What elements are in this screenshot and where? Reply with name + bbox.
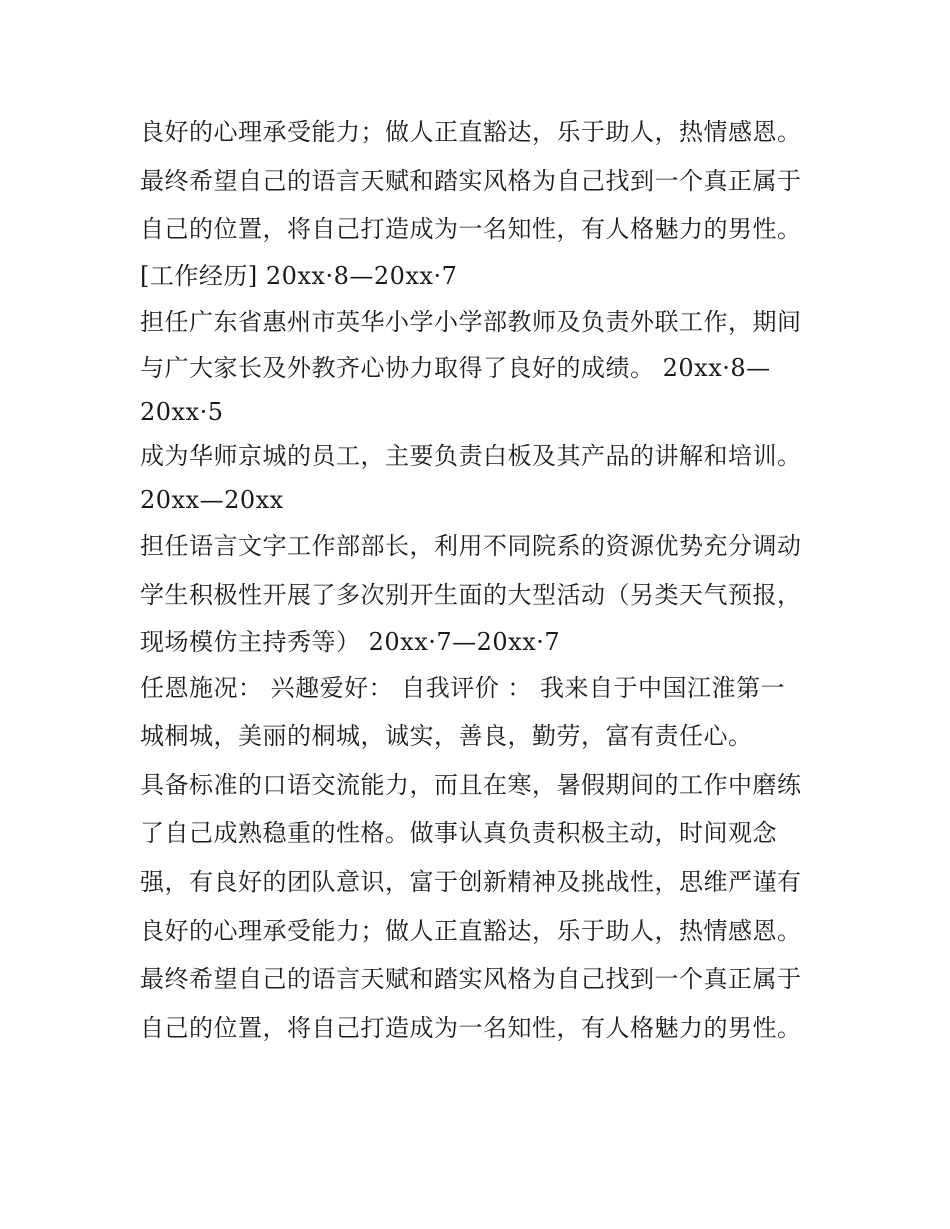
text-line: 自己的位置，将自己打造成为一名知性，有人格魅力的男性。	[140, 1013, 802, 1042]
text-line: 最终希望自己的语言天赋和踏实风格为自己找到一个真正属于	[140, 166, 802, 195]
text-line: 成为华师京城的员工，主要负责白板及其产品的讲解和培训。	[140, 442, 802, 471]
text-line: 自己的位置，将自己打造成为一名知性，有人格魅力的男性。	[140, 215, 802, 244]
text-line: 良好的心理承受能力；做人正直豁达，乐于助人，热情感恩。	[140, 916, 802, 945]
text-line: 了自己成熟稳重的性格。做事认真负责积极主动，时间观念	[140, 819, 777, 848]
text-line: 学生积极性开展了多次别开生面的大型活动（另类天气预报，	[140, 580, 802, 609]
text-line: 担任语言文字工作部部长，利用不同院系的资源优势充分调动	[140, 532, 802, 561]
text-line: 最终希望自己的语言天赋和踏实风格为自己找到一个真正属于	[140, 965, 802, 994]
section-heading-work-experience: [工作经历] 20xx·8—20xx·7	[140, 261, 458, 290]
text-line: 强，有良好的团队意识，富于创新精神及挑战性，思维严谨有	[140, 867, 802, 896]
text-line: 城桐城，美丽的桐城，诚实，善良，勤劳，富有责任心。	[140, 722, 753, 751]
text-line: 任恩施况： 兴趣爱好： 自我评价 ： 我来自于中国江淮第一	[140, 673, 786, 702]
document-body	[140, 108, 830, 1052]
text-line: 与广大家长及外教齐心协力取得了良好的成绩。 20xx·8—	[140, 354, 771, 383]
date-range: 20xx·5	[140, 398, 224, 427]
date-range: 20xx—20xx	[140, 486, 284, 515]
text-line: 良好的心理承受能力；做人正直豁达，乐于助人，热情感恩。	[140, 118, 802, 146]
text-line: 具备标准的口语交流能力，而且在寒，暑假期间的工作中磨练	[140, 770, 802, 799]
text-line: 担任广东省惠州市英华小学小学部教师及负责外联工作，期间	[140, 307, 802, 336]
text-line: 现场模仿主持秀等） 20xx·7—20xx·7	[140, 627, 561, 656]
